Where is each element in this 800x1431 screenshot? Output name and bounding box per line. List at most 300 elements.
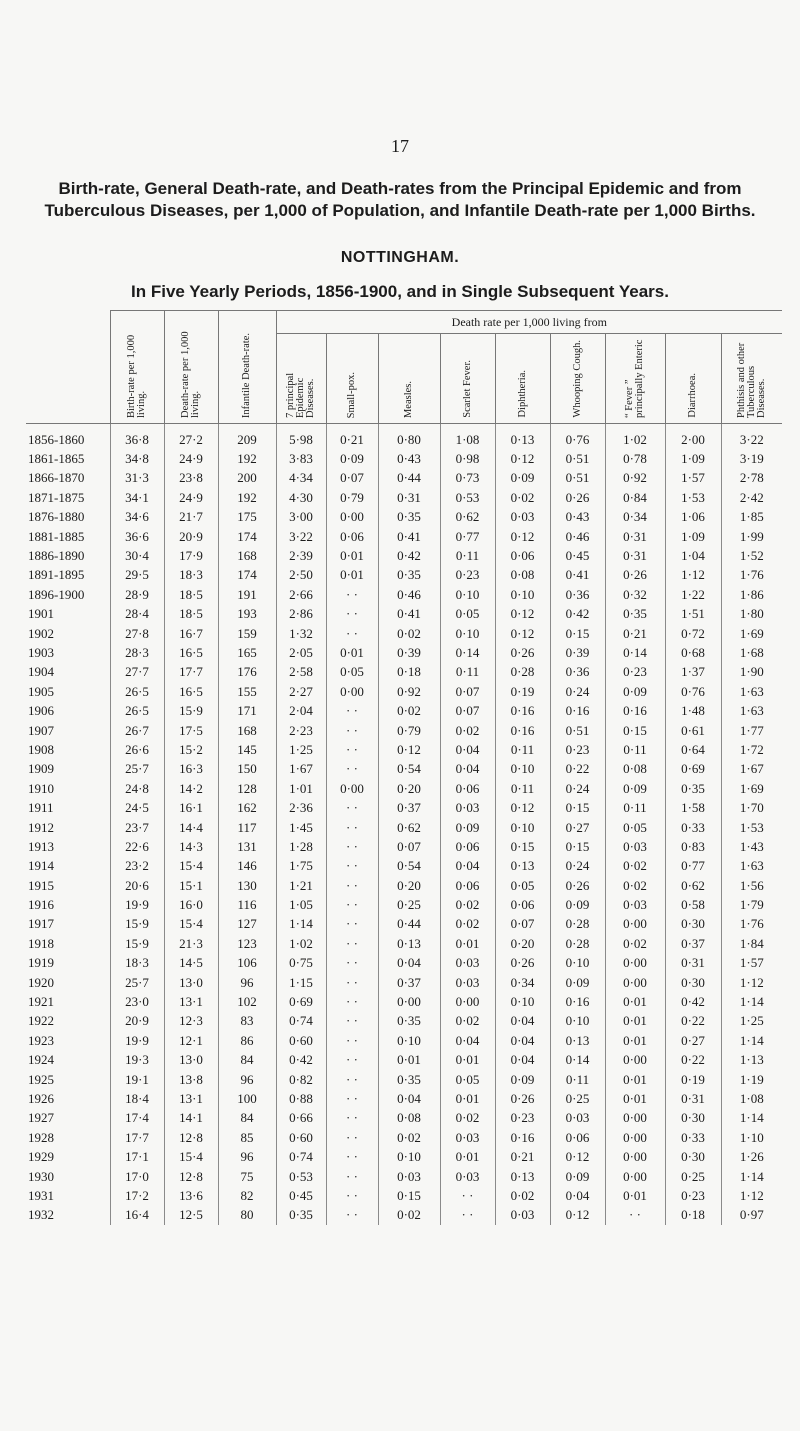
table-cell: 0·09 [550, 1167, 605, 1186]
table-cell: 1·75 [276, 857, 326, 876]
period-cell: 1932 [28, 1207, 54, 1223]
period-cell: 1902 [28, 625, 54, 641]
table-cell: 24·8 [110, 779, 164, 798]
table-cell: 21·7 [164, 508, 218, 527]
table-cell: 0·08 [378, 1109, 440, 1128]
table-cell: 191 [218, 585, 276, 604]
table-cell: 0·12 [378, 740, 440, 759]
column-header: Whooping Cough. [550, 334, 605, 424]
table-cell: 0·02 [495, 1186, 550, 1205]
table-cell: 0·02 [495, 488, 550, 507]
table-cell: 0·18 [378, 663, 440, 682]
table-cell: 0·04 [378, 1089, 440, 1108]
table-cell: 0·09 [495, 1070, 550, 1089]
table-cell: 0·42 [550, 605, 605, 624]
table-cell: 131 [218, 837, 276, 856]
table-cell: 96 [218, 973, 276, 992]
statistics-table-container [26, 310, 782, 1225]
table-cell: 0·10 [550, 1012, 605, 1031]
table-cell: 0·12 [495, 527, 550, 546]
table-cell: 0·10 [440, 624, 495, 643]
table-cell: 1·12 [721, 973, 782, 992]
table-cell: 0·51 [550, 469, 605, 488]
table-cell: 0·27 [550, 818, 605, 837]
period-cell: 1922 [28, 1013, 54, 1029]
table-cell: 14·1 [164, 1109, 218, 1128]
table-cell: 16·3 [164, 760, 218, 779]
table-cell: 17·5 [164, 721, 218, 740]
table-cell: 19·9 [110, 895, 164, 914]
table-cell: 1·14 [721, 992, 782, 1011]
table-cell: 0·05 [605, 818, 665, 837]
table-cell: 0·21 [495, 1147, 550, 1166]
period-cell: 1905 [28, 683, 54, 699]
table-cell: 26·7 [110, 721, 164, 740]
column-header: Death-rate per 1,000 living. [164, 311, 218, 424]
table-cell: 0·35 [378, 566, 440, 585]
table-cell: 0·01 [440, 934, 495, 953]
period-cell: 1919 [28, 955, 54, 971]
table-cell: 0·62 [440, 508, 495, 527]
table-cell: 0·06 [440, 779, 495, 798]
period-cell: 1915 [28, 877, 54, 893]
table-cell: · · [326, 818, 378, 837]
table-cell: 1·10 [721, 1128, 782, 1147]
table-cell: 0·02 [378, 1128, 440, 1147]
table-cell: 0·25 [378, 895, 440, 914]
table-cell: 102 [218, 992, 276, 1011]
table-cell: 19·3 [110, 1051, 164, 1070]
table-cell: 2·42 [721, 488, 782, 507]
table-cell: 0·01 [326, 566, 378, 585]
table-cell: · · [326, 721, 378, 740]
table-cell: 176 [218, 663, 276, 682]
table-cell: 0·15 [550, 624, 605, 643]
table-row [26, 1031, 782, 1050]
table-row [26, 643, 782, 662]
table-cell: 3·22 [276, 527, 326, 546]
table-cell: 0·24 [550, 857, 605, 876]
table-cell: 0·34 [495, 973, 550, 992]
table-cell: 0·02 [378, 624, 440, 643]
table-cell: 0·01 [605, 1186, 665, 1205]
table-cell: 16·5 [164, 643, 218, 662]
table-cell: 0·23 [665, 1186, 721, 1205]
table-cell: 17·9 [164, 546, 218, 565]
table-cell: 1·79 [721, 895, 782, 914]
table-cell: 1·32 [276, 624, 326, 643]
table-cell: 192 [218, 449, 276, 468]
table-cell: 0·02 [378, 701, 440, 720]
table-cell: 165 [218, 643, 276, 662]
table-cell: 15·9 [164, 701, 218, 720]
table-cell: 1·90 [721, 663, 782, 682]
table-cell: 0·00 [378, 992, 440, 1011]
table-cell: 174 [218, 566, 276, 585]
table-cell: 0·06 [495, 895, 550, 914]
period-cell: 1925 [28, 1071, 54, 1087]
table-cell: 1·45 [276, 818, 326, 837]
period-cell: 1921 [28, 994, 54, 1010]
table-cell: 0·13 [495, 424, 550, 450]
table-cell: 0·76 [550, 424, 605, 450]
table-cell: 0·01 [605, 1070, 665, 1089]
table-cell: 13·6 [164, 1186, 218, 1205]
table-cell: 5·98 [276, 424, 326, 450]
table-cell: 117 [218, 818, 276, 837]
table-cell: 28·3 [110, 643, 164, 662]
table-row [26, 1089, 782, 1108]
table-cell: 0·14 [605, 643, 665, 662]
table-cell: 0·05 [495, 876, 550, 895]
table-cell: 0·98 [440, 449, 495, 468]
table-row [26, 1070, 782, 1089]
table-cell: 0·23 [495, 1109, 550, 1128]
table-cell: 0·20 [495, 934, 550, 953]
table-cell: 83 [218, 1012, 276, 1031]
table-cell: 0·26 [495, 643, 550, 662]
table-cell: 23·2 [110, 857, 164, 876]
table-body [26, 424, 782, 1226]
table-cell: 2·50 [276, 566, 326, 585]
table-cell: 0·26 [495, 954, 550, 973]
table-cell: 0·03 [550, 1109, 605, 1128]
table-cell: 171 [218, 701, 276, 720]
period-cell: 1903 [28, 644, 54, 660]
table-cell: 0·45 [550, 546, 605, 565]
table-cell: 0·13 [495, 857, 550, 876]
table-cell: 1·53 [721, 818, 782, 837]
table-row [26, 469, 782, 488]
table-cell: 0·06 [550, 1128, 605, 1147]
table-cell: 3·22 [721, 424, 782, 450]
table-cell: 0·11 [605, 740, 665, 759]
table-cell: 4·34 [276, 469, 326, 488]
table-cell: · · [326, 895, 378, 914]
period-cell: 1924 [28, 1052, 54, 1068]
table-cell: 1·58 [665, 798, 721, 817]
table-cell: 1·57 [721, 954, 782, 973]
table-cell: 23·8 [164, 469, 218, 488]
table-cell: 1·86 [721, 585, 782, 604]
table-cell: 15·4 [164, 857, 218, 876]
table-cell: · · [326, 876, 378, 895]
table-row [26, 760, 782, 779]
table-row [26, 1186, 782, 1205]
table-row [26, 605, 782, 624]
table-row [26, 488, 782, 507]
table-cell: 0·77 [665, 857, 721, 876]
table-cell: 0·37 [378, 973, 440, 992]
table-cell: 96 [218, 1147, 276, 1166]
column-header: Infantile Death-rate. [218, 311, 276, 424]
table-cell: 27·7 [110, 663, 164, 682]
table-cell: 1·99 [721, 527, 782, 546]
table-cell: 0·26 [495, 1089, 550, 1108]
table-cell: 19·9 [110, 1031, 164, 1050]
table-cell: · · [326, 605, 378, 624]
table-cell: 1·37 [665, 663, 721, 682]
table-cell: 0·16 [550, 992, 605, 1011]
table-cell: 30·4 [110, 546, 164, 565]
table-cell: 0·41 [378, 605, 440, 624]
table-cell: 1·48 [665, 701, 721, 720]
table-cell: 0·18 [665, 1206, 721, 1225]
column-header: Small-pox. [326, 334, 378, 424]
table-cell: 0·12 [550, 1147, 605, 1166]
table-row [26, 915, 782, 934]
table-cell: 12·5 [164, 1206, 218, 1225]
table-cell: 0·79 [326, 488, 378, 507]
table-cell: 192 [218, 488, 276, 507]
table-cell: 0·16 [495, 701, 550, 720]
table-cell: 23·0 [110, 992, 164, 1011]
table-cell: 0·06 [495, 546, 550, 565]
table-row [26, 424, 782, 450]
table-cell: 0·24 [550, 682, 605, 701]
table-cell: 3·00 [276, 508, 326, 527]
table-cell: 0·15 [605, 721, 665, 740]
table-cell: 0·01 [440, 1051, 495, 1070]
table-cell: 0·20 [378, 779, 440, 798]
table-cell: 0·00 [605, 915, 665, 934]
table-cell: 18·5 [164, 585, 218, 604]
table-cell: 193 [218, 605, 276, 624]
table-cell: 0·10 [440, 585, 495, 604]
table-cell: 0·23 [550, 740, 605, 759]
period-cell: 1927 [28, 1110, 54, 1126]
table-cell: 0·01 [605, 1031, 665, 1050]
period-cell: 1928 [28, 1129, 54, 1145]
period-cell: 1914 [28, 858, 54, 874]
column-header: “ Fever ” principally Enteric [605, 334, 665, 424]
table-cell: 0·03 [605, 895, 665, 914]
table-cell: 0·35 [665, 779, 721, 798]
table-cell: 0·51 [550, 449, 605, 468]
table-cell: · · [326, 992, 378, 1011]
table-cell: 0·01 [326, 643, 378, 662]
table-cell: 0·75 [276, 954, 326, 973]
table-cell: 168 [218, 546, 276, 565]
table-cell: 0·33 [665, 818, 721, 837]
period-cell: 1881-1885 [28, 528, 85, 544]
table-cell: 2·00 [665, 424, 721, 450]
table-cell: 0·92 [605, 469, 665, 488]
table-cell: 21·3 [164, 934, 218, 953]
table-cell: 0·54 [378, 760, 440, 779]
table-cell: 13·0 [164, 973, 218, 992]
table-row [26, 701, 782, 720]
table-cell: 0·41 [550, 566, 605, 585]
table-cell: 12·8 [164, 1128, 218, 1147]
table-cell: 0·16 [605, 701, 665, 720]
table-cell: 0·09 [605, 779, 665, 798]
table-cell: 0·02 [605, 857, 665, 876]
table-cell: 80 [218, 1206, 276, 1225]
column-header: Diarrhoea. [665, 334, 721, 424]
table-cell: 24·5 [110, 798, 164, 817]
table-cell: 0·24 [550, 779, 605, 798]
table-cell: 1·09 [665, 527, 721, 546]
table-cell: 1·67 [276, 760, 326, 779]
table-cell: 2·78 [721, 469, 782, 488]
table-cell: 168 [218, 721, 276, 740]
table-cell: 0·25 [550, 1089, 605, 1108]
table-cell: 0·60 [276, 1031, 326, 1050]
table-cell: 0·03 [440, 1167, 495, 1186]
table-cell: 0·08 [605, 760, 665, 779]
table-cell: 0·10 [378, 1147, 440, 1166]
table-row [26, 546, 782, 565]
column-header: Measles. [378, 334, 440, 424]
table-cell: 0·12 [495, 798, 550, 817]
table-cell: 0·02 [440, 721, 495, 740]
table-row [26, 798, 782, 817]
table-cell: 0·10 [495, 585, 550, 604]
table-cell: 1·84 [721, 934, 782, 953]
table-cell: 0·39 [550, 643, 605, 662]
table-cell: 1·08 [721, 1089, 782, 1108]
period-cell: 1907 [28, 722, 54, 738]
table-cell: 106 [218, 954, 276, 973]
table-cell: 0·07 [440, 701, 495, 720]
table-cell: · · [326, 1206, 378, 1225]
table-row [26, 527, 782, 546]
table-cell: 26·6 [110, 740, 164, 759]
table-cell: 0·10 [495, 760, 550, 779]
table-cell: 0·09 [550, 973, 605, 992]
table-cell: 0·04 [495, 1051, 550, 1070]
table-header [26, 311, 782, 424]
table-cell: 1·08 [440, 424, 495, 450]
table-cell: 0·43 [550, 508, 605, 527]
period-cell: 1871-1875 [28, 489, 85, 505]
table-cell: 0·28 [550, 934, 605, 953]
table-row [26, 973, 782, 992]
table-cell: 0·66 [276, 1109, 326, 1128]
page-number: 17 [391, 136, 409, 156]
table-cell: 0·12 [495, 449, 550, 468]
period-cell: 1909 [28, 761, 54, 777]
table-cell: 0·44 [378, 469, 440, 488]
table-cell: 0·19 [495, 682, 550, 701]
period-cell: 1896-1900 [28, 586, 85, 602]
table-cell: 2·58 [276, 663, 326, 682]
table-cell: · · [326, 760, 378, 779]
table-row [26, 934, 782, 953]
table-cell: 0·36 [550, 585, 605, 604]
table-row [26, 1012, 782, 1031]
table-cell: 0·13 [495, 1167, 550, 1186]
table-cell: 0·09 [326, 449, 378, 468]
table-cell: 1·02 [605, 424, 665, 450]
table-cell: 1·02 [276, 934, 326, 953]
table-cell: 0·14 [440, 643, 495, 662]
table-cell: 0·00 [605, 1147, 665, 1166]
table-cell: 1·13 [721, 1051, 782, 1070]
table-cell: 0·10 [550, 954, 605, 973]
table-cell: 0·20 [378, 876, 440, 895]
table-cell: 0·22 [665, 1051, 721, 1070]
table-cell: 0·36 [550, 663, 605, 682]
table-cell: 0·92 [378, 682, 440, 701]
table-cell: 200 [218, 469, 276, 488]
statistics-table [26, 310, 782, 1225]
table-cell: 0·61 [665, 721, 721, 740]
table-cell: 1·85 [721, 508, 782, 527]
table-cell: · · [326, 798, 378, 817]
table-cell: 0·13 [550, 1031, 605, 1050]
table-row [26, 818, 782, 837]
table-cell: 0·80 [378, 424, 440, 450]
table-cell: · · [440, 1206, 495, 1225]
table-cell: 0·72 [665, 624, 721, 643]
table-cell: 0·02 [440, 895, 495, 914]
table-cell: 16·5 [164, 682, 218, 701]
table-cell: · · [440, 1186, 495, 1205]
table-cell: 0·53 [276, 1167, 326, 1186]
table-cell: 1·09 [665, 449, 721, 468]
table-cell: 1·14 [276, 915, 326, 934]
table-cell: 12·1 [164, 1031, 218, 1050]
table-cell: 14·3 [164, 837, 218, 856]
table-cell: 0·25 [665, 1167, 721, 1186]
period-cell: 1926 [28, 1090, 54, 1106]
table-cell: 1·63 [721, 857, 782, 876]
table-cell: 75 [218, 1167, 276, 1186]
table-cell: · · [326, 934, 378, 953]
table-cell: 0·00 [440, 992, 495, 1011]
table-cell: 13·0 [164, 1051, 218, 1070]
table-cell: 0·74 [276, 1012, 326, 1031]
table-cell: 0·22 [665, 1012, 721, 1031]
table-cell: 0·27 [665, 1031, 721, 1050]
table-row [26, 895, 782, 914]
table-cell: · · [605, 1206, 665, 1225]
table-cell: 0·01 [440, 1089, 495, 1108]
table-cell: 13·8 [164, 1070, 218, 1089]
death-rate-group-header: Death rate per 1,000 living from [276, 311, 782, 334]
period-cell: 1911 [28, 800, 54, 816]
table-cell: 0·34 [605, 508, 665, 527]
table-cell: 0·73 [440, 469, 495, 488]
table-cell: 0·01 [605, 1089, 665, 1108]
table-cell: 0·31 [605, 546, 665, 565]
column-header: Birth-rate per 1,000 living. [110, 311, 164, 424]
table-cell: 15·9 [110, 934, 164, 953]
table-row [26, 1109, 782, 1128]
table-cell: 0·16 [550, 701, 605, 720]
table-cell: 0·05 [326, 663, 378, 682]
table-cell: 0·05 [440, 1070, 495, 1089]
table-cell: 1·63 [721, 682, 782, 701]
table-cell: 1·15 [276, 973, 326, 992]
period-cell: 1904 [28, 664, 54, 680]
table-cell: 1·69 [721, 779, 782, 798]
column-header: Diphtheria. [495, 334, 550, 424]
table-cell: 0·45 [276, 1186, 326, 1205]
table-cell: 1·76 [721, 566, 782, 585]
table-cell: 1·26 [721, 1147, 782, 1166]
table-cell: 0·03 [605, 837, 665, 856]
table-cell: 209 [218, 424, 276, 450]
table-cell: 0·06 [440, 837, 495, 856]
table-cell: 15·1 [164, 876, 218, 895]
table-cell: 0·11 [605, 798, 665, 817]
table-cell: 145 [218, 740, 276, 759]
table-cell: 0·42 [665, 992, 721, 1011]
table-cell: 1·04 [665, 546, 721, 565]
